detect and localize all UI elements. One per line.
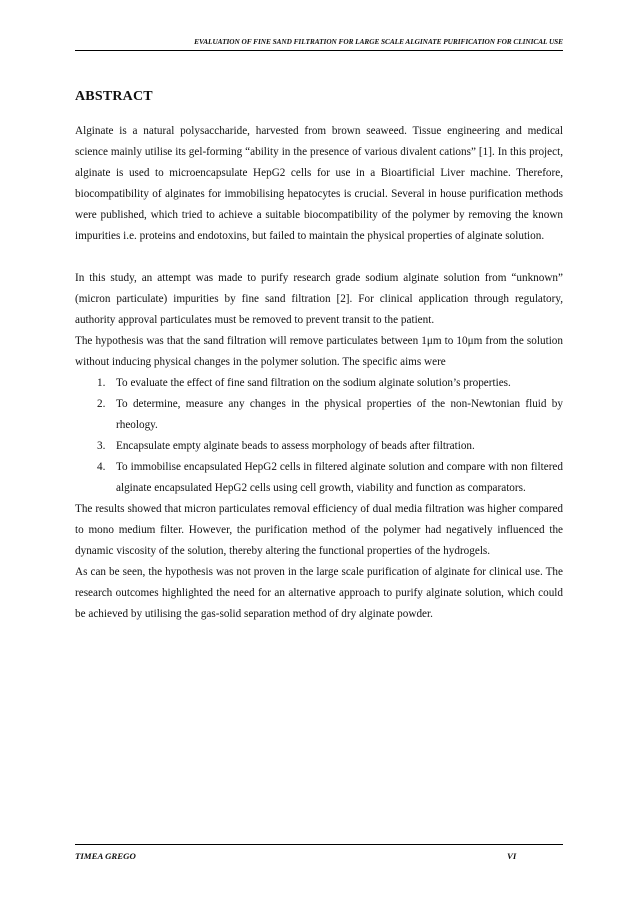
- list-item: [78, 373, 563, 394]
- paragraph-study: In this study, an attempt was made to purify research grade sodium alginate solution from “unknown” (micron particulate) impurities by fine sand filtration [2]. For clinical application through regulatory, authority approval particulates must be removed to prevent transit to the patient.: [75, 272, 563, 326]
- list-item: [78, 436, 563, 457]
- page-header: [75, 26, 563, 51]
- list-item-number: 3.: [97, 440, 106, 452]
- page-number: VI: [507, 851, 517, 861]
- list-item-text: To determine, measure any changes in the physical properties of the non-Newtonian fluid by rheology.: [116, 398, 563, 431]
- aims-list: [75, 373, 563, 499]
- paragraph-hypothesis: The hypothesis was that the sand filtration will remove particulates between 1μm to 10μm from the solution without inducing physical changes in the polymer solution. The specific aims were: [75, 335, 563, 368]
- section-heading: ABSTRACT: [75, 89, 153, 104]
- paragraph-results: The results showed that micron particulates removal efficiency of dual media filtration was higher compared to mono medium filter. However, the purification method of the polymer had negatively influenced the dynamic viscosity of the solution, thereby altering the functional properties of the hydrogels.: [75, 503, 563, 557]
- running-header-title: EVALUATION OF FINE SAND FILTRATION FOR LARGE SCALE ALGINATE PURIFICATION FOR CLINICAL USE: [194, 37, 563, 46]
- abstract-body: [75, 121, 563, 625]
- list-item: [78, 394, 563, 436]
- list-item: [78, 457, 563, 499]
- list-item-text: Encapsulate empty alginate beads to assess morphology of beads after filtration.: [116, 440, 475, 452]
- page-footer: [75, 844, 563, 861]
- list-item-number: 2.: [97, 398, 106, 410]
- list-item-number: 1.: [97, 377, 106, 389]
- list-item-text: To immobilise encapsulated HepG2 cells in filtered alginate solution and compare with non filtered alginate encapsulated HepG2 cells using cell growth, viability and function as comparators.: [116, 461, 563, 494]
- list-item-text: To evaluate the effect of fine sand filtration on the sodium alginate solution’s properties.: [116, 377, 511, 389]
- footer-author: TIMEA GREGO: [75, 851, 136, 861]
- paragraph-conclusion: As can be seen, the hypothesis was not proven in the large scale purification of alginate for clinical use. The research outcomes highlighted the need for an alternative approach to purify alginate solution, which could be achieved by utilising the gas-solid separation method of dry alginate powder.: [75, 566, 563, 620]
- list-item-number: 4.: [97, 461, 106, 473]
- paragraph-intro: Alginate is a natural polysaccharide, harvested from brown seaweed. Tissue engineering and medical science mainly utilise its gel-forming “ability in the presence of various divalent cations” [1]. In this project, alginate is used to microencapsulate HepG2 cells for use in a Bioartificial Liver machine. Therefore, biocompatibility of alginates for immobilising hepatocytes is crucial. Several in house purification methods were published, which tried to achieve a suitable biocompatibility of the polymer by removing the known impurities i.e. proteins and endotoxins, but failed to maintain the physical properties of alginate solution.: [75, 125, 563, 242]
